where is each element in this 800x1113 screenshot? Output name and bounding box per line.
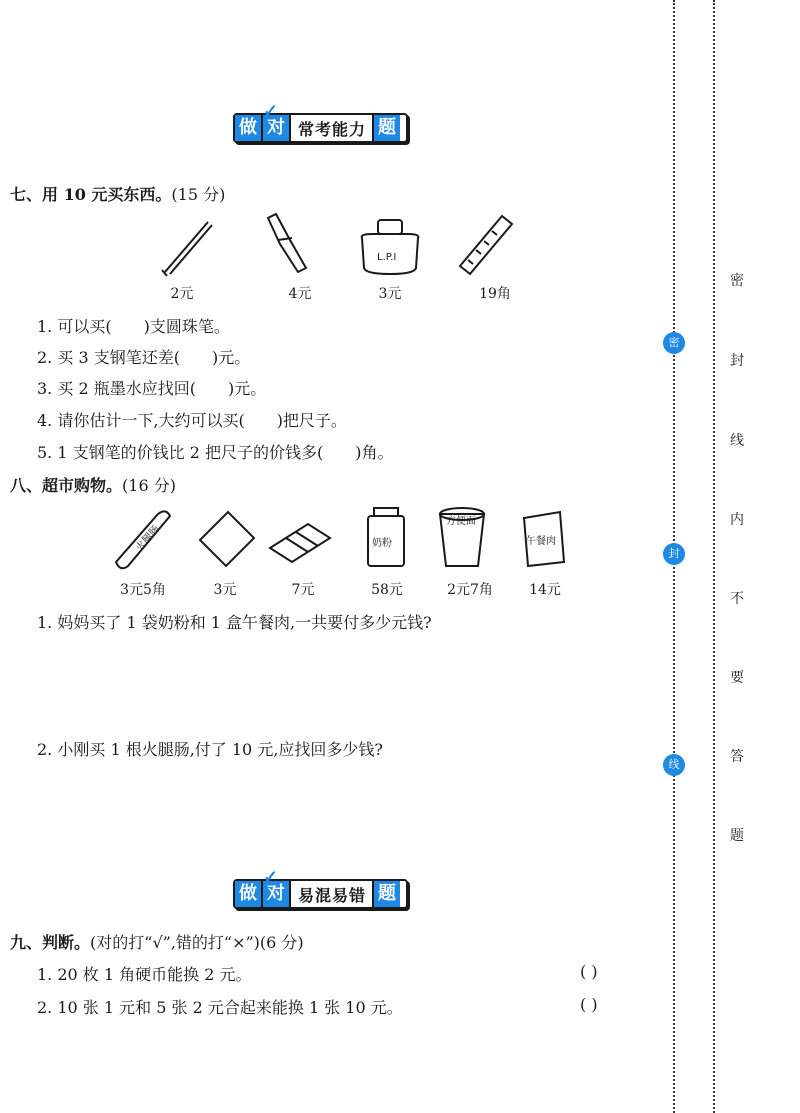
price-marker: 4元	[288, 286, 312, 302]
ruler-image	[460, 216, 512, 274]
price-milk-powder: 58元	[371, 582, 403, 598]
svg-text:火腿肠: 火腿肠	[133, 523, 163, 554]
s7-question-3: 3. 买 2 瓶墨水应找回( )元。	[37, 379, 267, 398]
banner-tag-2: 对	[263, 115, 291, 141]
s7-question-5: 5. 1 支钢笔的价钱比 2 把尺子的价钱多( )角。	[37, 443, 394, 462]
s8-question-1: 1. 妈妈买了 1 袋奶粉和 1 盒午餐肉,一共要付多少元钱?	[37, 613, 432, 632]
price-ruler: 19角	[479, 286, 511, 302]
cracker-image	[200, 512, 254, 566]
s7-question-1: 1. 可以买( )支圆珠笔。	[37, 317, 230, 336]
svg-text:奶粉: 奶粉	[372, 538, 392, 549]
sidebar-char-6: 要	[730, 670, 744, 686]
section-9-title: 九、判断。(对的打“√”,错的打“×”)(6 分)	[10, 933, 304, 952]
dotted-line-right	[713, 0, 715, 1113]
s9-question-1: 1. 20 枚 1 角硬币能换 2 元。	[37, 965, 252, 984]
section-7-title: 七、用 10 元买东西。(15 分)	[10, 185, 226, 204]
sidebar-char-5: 不	[730, 591, 744, 607]
section-8-images	[108, 500, 578, 575]
circle-mark-1: 密	[663, 332, 685, 354]
sidebar-char-3: 线	[730, 433, 744, 449]
price-pen: 2元	[170, 286, 194, 302]
s9-question-2: 2. 10 张 1 元和 5 张 2 元合起来能换 1 张 10 元。	[37, 998, 403, 1017]
milk-powder-image	[368, 508, 404, 566]
circle-mark-3: 线	[663, 754, 685, 776]
price-luncheon-meat: 14元	[529, 582, 561, 598]
banner-common-ability	[233, 101, 408, 143]
check-icon: ✓	[263, 867, 279, 888]
banner-tag-1: 做	[235, 115, 263, 141]
price-cracker: 3元	[213, 582, 237, 598]
banner-easy-mistakes	[233, 867, 408, 909]
section-8-title: 八、超市购物。(16 分)	[10, 476, 176, 495]
circle-mark-2: 封	[663, 543, 685, 565]
banner-end: 题	[372, 115, 400, 141]
sidebar-char-2: 封	[730, 353, 744, 369]
s9-answer-2[interactable]: ( )	[580, 995, 598, 1014]
sidebar-char-4: 内	[730, 512, 744, 528]
banner-tag-1: 做	[235, 881, 263, 907]
chocolate-image	[270, 524, 330, 562]
s9-answer-1[interactable]: ( )	[580, 962, 598, 981]
s8-question-2: 2. 小刚买 1 根火腿肠,付了 10 元,应找回多少钱?	[37, 740, 383, 759]
banner-tag-2: 对	[263, 881, 291, 907]
instant-noodles-image	[440, 508, 484, 566]
banner-title: 易混易错	[298, 885, 367, 905]
price-instant-noodles: 2元7角	[447, 582, 493, 598]
price-sausage: 3元5角	[120, 582, 166, 598]
price-chocolate: 7元	[291, 582, 315, 598]
banner-title: 常考能力	[298, 119, 367, 139]
sausage-image	[116, 511, 170, 568]
price-ink: 3元	[378, 286, 402, 302]
banner-end: 题	[372, 881, 400, 907]
luncheon-meat-image	[524, 512, 564, 566]
ink-bottle-image	[362, 220, 419, 274]
pen-image	[162, 222, 212, 276]
sidebar-char-8: 题	[730, 828, 744, 844]
sidebar-char-7: 答	[730, 749, 744, 765]
svg-text:L.P.I: L.P.I	[377, 252, 397, 263]
s7-question-2: 2. 买 3 支钢笔还差( )元。	[37, 348, 251, 367]
s7-question-4: 4. 请你估计一下,大约可以买( )把尺子。	[37, 411, 347, 430]
svg-text:方便面: 方便面	[446, 516, 476, 527]
section-7-images	[150, 210, 530, 282]
sidebar-char-1: 密	[730, 273, 744, 289]
marker-image	[268, 214, 306, 272]
check-icon: ✓	[263, 101, 279, 122]
svg-text:午餐肉: 午餐肉	[526, 536, 556, 547]
